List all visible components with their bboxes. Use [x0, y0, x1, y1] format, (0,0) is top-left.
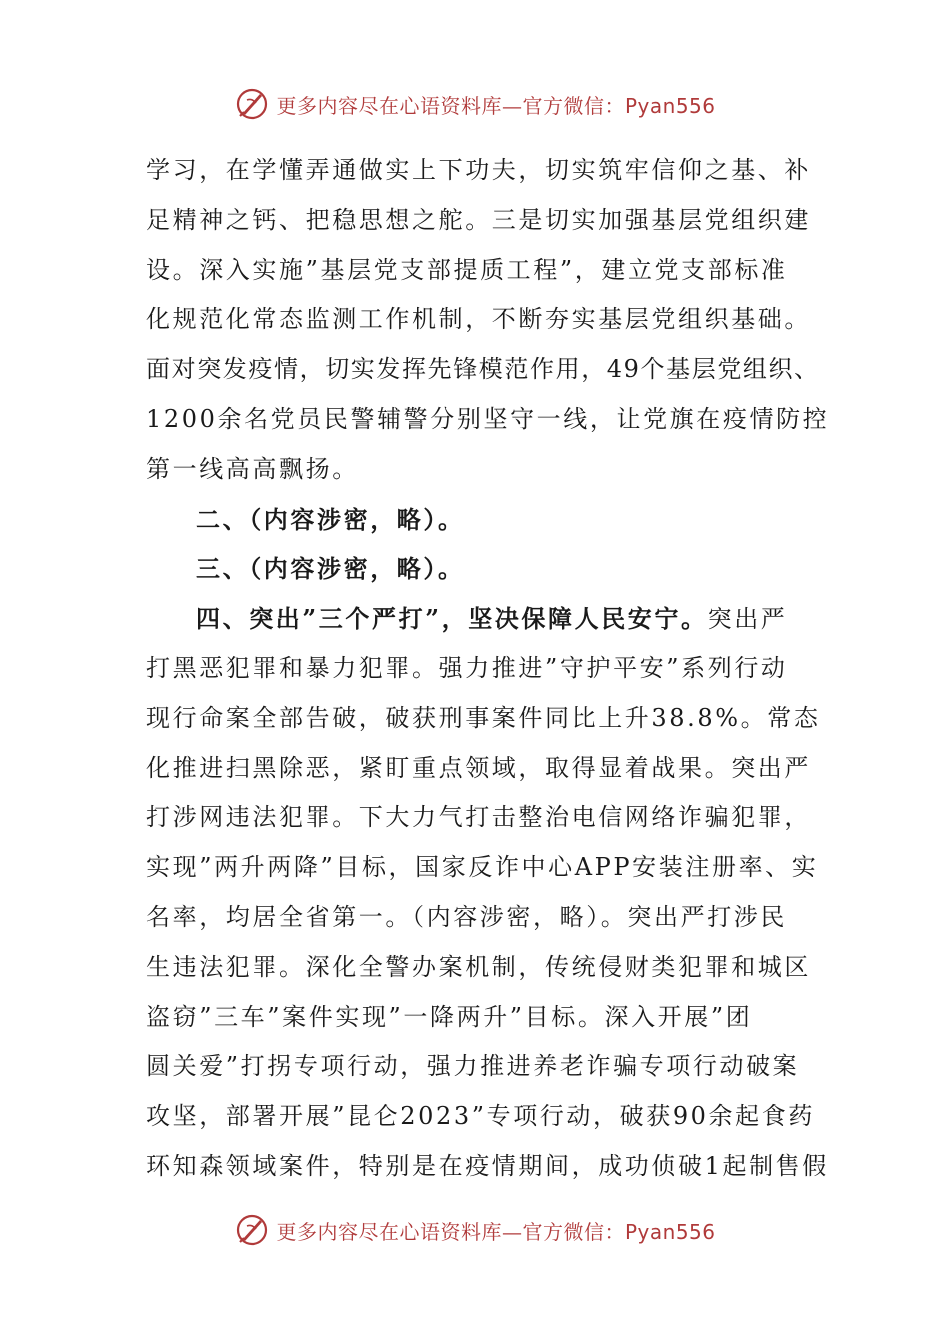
text-line: 足精神之钙、把稳思想之舵。三是切实加强基层党组织建: [146, 205, 811, 234]
text-line: 现行命案全部告破，破获刑事案件同比上升38.8%。常态: [146, 703, 821, 732]
footer-banner: [0, 1210, 950, 1250]
text-line: 化规范化常态监测工作机制，不断夯实基层党组织基础。: [146, 305, 811, 334]
text-line: 化推进扫黑除恶，紧盯重点领域，取得显着战果。突出严: [146, 753, 811, 782]
text-line: 打涉网违法犯罪。下大力气打击整治电信网络诈骗犯罪，: [146, 803, 811, 832]
text-line: 实现”两升两降”目标，国家反诈中心APP安装注册率、实: [146, 853, 819, 882]
document-body: [146, 146, 830, 1192]
text-line: 攻坚，部署开展”昆仑2023”专项行动，破获90余起食药: [146, 1102, 815, 1131]
text-line: 第一线高高飘扬。: [146, 454, 359, 483]
quill-pen-logo-icon: [234, 86, 270, 122]
text-line: 盗窃”三车”案件实现”一降两升”目标。深入开展”团: [146, 1002, 753, 1031]
banner-text-main: 更多内容尽在心语资料库—官方微信：: [276, 93, 625, 118]
text-line: 面对突发疫情，切实发挥先锋模范作用，49个基层党组织、: [146, 355, 820, 384]
header-banner: [0, 84, 950, 124]
section-heading-3: 三、（内容涉密，略）。: [196, 554, 465, 584]
text-line: 生违法犯罪。深化全警办案机制，传统侵财类犯罪和城区: [146, 952, 811, 981]
text-line: 圆关爱”打拐专项行动，强力推进养老诈骗专项行动破案: [146, 1052, 800, 1081]
text-line: 1200余名党员民警辅警分别坚守一线，让党旗在疫情防控: [146, 404, 830, 433]
banner-text-main: 更多内容尽在心语资料库—官方微信：: [276, 1219, 625, 1244]
banner-text: [276, 1216, 715, 1245]
section-heading-4: 四、突出”三个严打”，坚决保障人民安宁。: [196, 604, 708, 634]
banner-wechat-id: Pyan556: [624, 1219, 716, 1244]
text-run: 突出严: [707, 605, 788, 634]
text-line: 环知森领域案件，特别是在疫情期间，成功侦破1起制售假: [146, 1151, 829, 1180]
section-heading-4-line: [146, 594, 810, 644]
quill-pen-logo-icon: [234, 1212, 270, 1248]
text-line: 打黑恶犯罪和暴力犯罪。强力推进”守护平安”系列行动: [146, 653, 788, 682]
banner-wechat-id: Pyan556: [624, 93, 716, 118]
text-line: 设。深入实施”基层党支部提质工程”，建立党支部标准: [146, 255, 788, 284]
text-line: 名率，均居全省第一。（内容涉密，略）。突出严打涉民: [146, 902, 787, 931]
banner-text: [276, 90, 715, 119]
section-heading-2: 二、（内容涉密，略）。: [196, 504, 465, 534]
text-line: 学习，在学懂弄通做实上下功夫，切实筑牢信仰之基、补: [146, 156, 811, 184]
